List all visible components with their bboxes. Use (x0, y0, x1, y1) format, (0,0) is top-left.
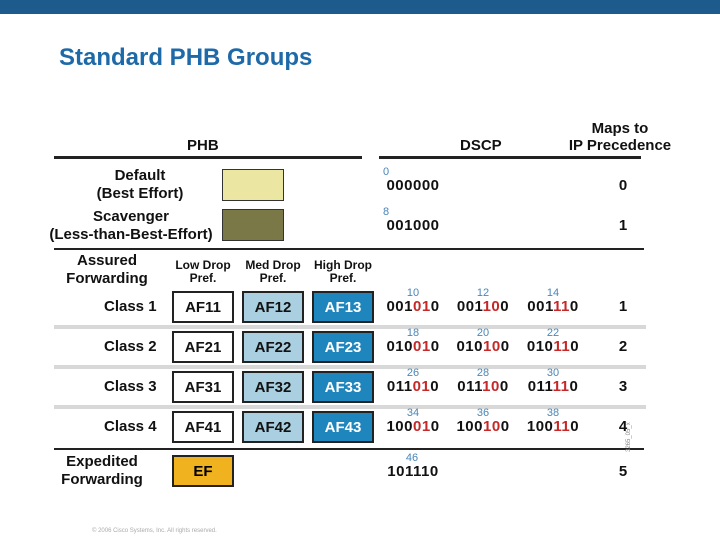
binary-part: 001 (527, 298, 553, 315)
binary-part: 100 (526, 418, 554, 435)
dscp-decimal: 36 (476, 407, 490, 419)
expedited-label-line1: Expedited (66, 453, 138, 470)
ip-precedence: 4 (618, 418, 628, 435)
binary-part: 0 (570, 338, 580, 355)
assured-label-line1: Assured (76, 252, 138, 269)
binary-part: 011 (527, 378, 553, 395)
dscp-binary (383, 418, 443, 435)
ip-precedence: 1 (618, 298, 628, 315)
low-drop-line1: Low Drop (175, 258, 231, 272)
scavenger-label-line1: Scavenger (93, 208, 169, 225)
maps-to-header (560, 120, 680, 154)
binary-part: 0 (499, 378, 509, 395)
assured-label (54, 252, 160, 288)
class-label: Class 1 (104, 298, 157, 315)
scavenger-swatch (222, 209, 284, 241)
default-ip-precedence: 0 (618, 177, 628, 194)
drop-bits: 10 (483, 418, 501, 435)
dscp-decimal: 26 (406, 367, 420, 379)
binary-part: 0 (430, 378, 440, 395)
dscp-binary (453, 298, 513, 315)
af-box: AF12 (242, 291, 304, 323)
default-label-line1: Default (114, 167, 166, 184)
default-dscp-decimal: 0 (382, 166, 390, 178)
af-box: AF11 (172, 291, 234, 323)
drop-bits: 10 (482, 378, 500, 395)
binary-part: 0 (500, 338, 510, 355)
dscp-decimal: 34 (406, 407, 420, 419)
dscp-binary (523, 298, 583, 315)
binary-part: 0 (430, 298, 440, 315)
dscp-binary (523, 378, 583, 395)
drop-bits: 10 (482, 298, 501, 315)
ip-precedence: 2 (618, 338, 628, 355)
binary-part: 010 (526, 338, 554, 355)
default-dscp-binary: 000000 (386, 177, 440, 194)
dscp-binary (453, 338, 513, 355)
dscp-binary (523, 338, 583, 355)
high-drop-header (308, 259, 378, 285)
class-label: Class 4 (104, 418, 157, 435)
binary-part: 0 (569, 378, 579, 395)
ef-dscp-binary: 101110 (387, 463, 439, 480)
dscp-binary (523, 418, 583, 435)
maps-to-line1: Maps to (591, 120, 649, 137)
default-swatch (222, 169, 284, 201)
af-box: AF33 (312, 371, 374, 403)
binary-part: 0 (569, 298, 579, 315)
ef-dscp-decimal: 46 (405, 452, 419, 464)
class-label: Class 3 (104, 378, 157, 395)
expedited-label-line2: Forwarding (61, 471, 143, 488)
dscp-decimal: 30 (546, 367, 560, 379)
figure-id: 3265_05_x (626, 422, 632, 452)
binary-part: 0 (430, 418, 440, 435)
med-drop-header (240, 259, 306, 285)
af-box: AF41 (172, 411, 234, 443)
binary-part: 0 (500, 298, 510, 315)
drop-bits: 11 (553, 338, 571, 355)
dscp-header-rule (379, 156, 641, 159)
ef-ip-precedence: 5 (618, 463, 628, 480)
drop-bits: 01 (413, 298, 431, 315)
binary-part: 001 (456, 298, 483, 315)
high-drop-line2: Pref. (329, 271, 357, 285)
dscp-decimal: 28 (476, 367, 490, 379)
copyright-footer: © 2006 Cisco Systems, Inc. All rights reserved. (92, 528, 217, 534)
med-drop-line2: Pref. (259, 271, 287, 285)
dscp-binary (383, 338, 443, 355)
default-label (70, 167, 210, 203)
dscp-decimal: 18 (406, 327, 420, 339)
af-box: AF22 (242, 331, 304, 363)
af-box: AF43 (312, 411, 374, 443)
dscp-decimal: 10 (406, 287, 420, 299)
af-box: AF23 (312, 331, 374, 363)
class-label: Class 2 (104, 338, 157, 355)
dscp-binary (383, 378, 443, 395)
phb-header-rule (54, 156, 362, 159)
af-box: AF31 (172, 371, 234, 403)
dscp-binary (453, 378, 513, 395)
assured-rule (54, 248, 644, 250)
dscp-decimal: 20 (476, 327, 490, 339)
maps-to-line2: IP Precedence (568, 137, 672, 154)
af-box: AF42 (242, 411, 304, 443)
binary-part: 010 (386, 338, 413, 355)
dscp-binary (383, 298, 443, 315)
binary-part: 0 (570, 418, 580, 435)
binary-part: 0 (500, 418, 510, 435)
drop-bits: 01 (412, 378, 431, 395)
drop-bits: 11 (552, 378, 570, 395)
dscp-decimal: 22 (546, 327, 560, 339)
binary-part: 0 (430, 338, 440, 355)
ip-precedence: 3 (618, 378, 628, 395)
high-drop-line1: High Drop (314, 258, 372, 272)
default-label-line2: (Best Effort) (96, 185, 184, 202)
top-bar (0, 0, 720, 14)
drop-bits: 11 (553, 298, 570, 315)
scavenger-label-line2: (Less-than-Best-Effort) (49, 226, 213, 243)
med-drop-line1: Med Drop (245, 258, 301, 272)
binary-part: 100 (386, 418, 413, 435)
expedited-label (54, 453, 150, 489)
drop-bits: 01 (413, 418, 431, 435)
low-drop-header (170, 259, 236, 285)
phb-header: PHB (187, 137, 219, 154)
dscp-header: DSCP (460, 137, 502, 154)
scavenger-label (40, 208, 222, 244)
af-box: AF32 (242, 371, 304, 403)
dscp-decimal: 12 (476, 287, 490, 299)
page-title: Standard PHB Groups (59, 44, 313, 71)
scavenger-dscp-binary: 001000 (386, 217, 440, 234)
dscp-decimal: 38 (546, 407, 560, 419)
binary-part: 011 (386, 378, 413, 395)
drop-bits: 11 (553, 418, 571, 435)
binary-part: 010 (456, 338, 483, 355)
expedited-rule (54, 448, 644, 450)
af-box: AF21 (172, 331, 234, 363)
binary-part: 011 (457, 378, 483, 395)
assured-label-line2: Forwarding (66, 270, 148, 287)
dscp-decimal: 14 (546, 287, 560, 299)
scavenger-ip-precedence: 1 (618, 217, 628, 234)
drop-bits: 01 (413, 338, 431, 355)
low-drop-line2: Pref. (189, 271, 217, 285)
drop-bits: 10 (483, 338, 501, 355)
binary-part: 001 (386, 298, 413, 315)
af-box: AF13 (312, 291, 374, 323)
scavenger-dscp-decimal: 8 (382, 206, 390, 218)
binary-part: 100 (456, 418, 483, 435)
dscp-binary (453, 418, 513, 435)
ef-box: EF (172, 455, 234, 487)
